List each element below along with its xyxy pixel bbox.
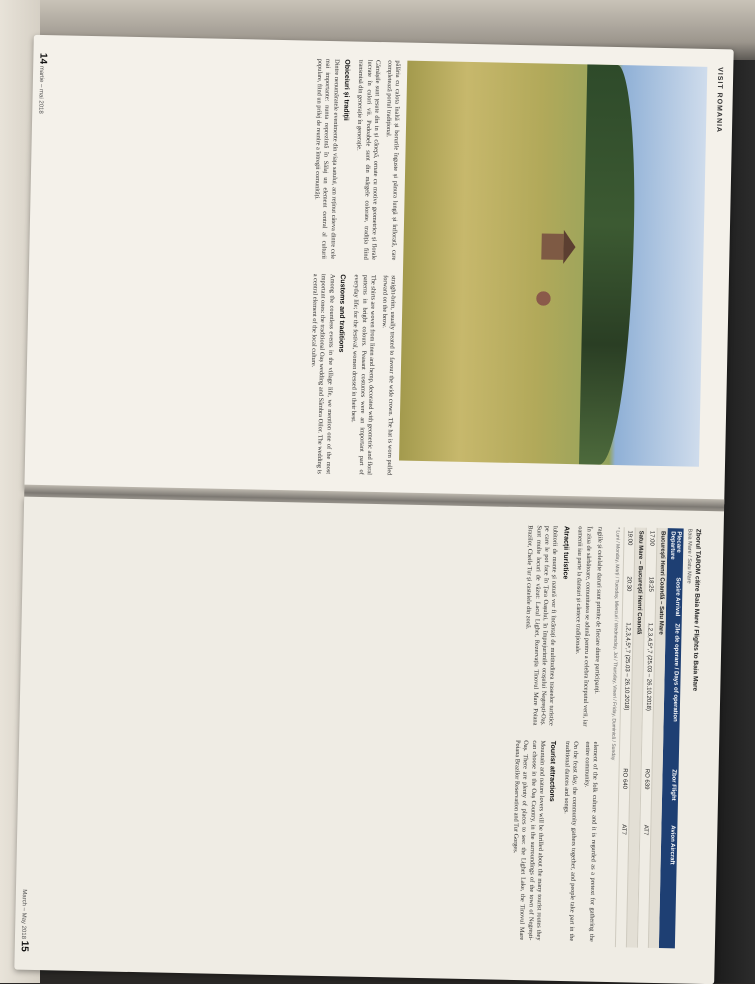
paragraph: The shirts are woven from linen and hemp, decorated with geometric and floral patterns in bright colours. Peasant costumes were an important part of everyday life; for the festival, women dressed in their best. — [350, 274, 378, 475]
wooden-house — [541, 233, 564, 259]
paragraph: ragiile și celelalte daruri sunt primite de fiecare dintre participanți. — [593, 526, 604, 694]
paragraph: straight-brim, usually treated to favour the wide crown. The hat is worn pulled forward on the brow. — [380, 275, 397, 476]
paragraph: Iubitorii de munte și natură vor fi încântați de multitudinea traseelor turistice pe care le pot face în Țara Oașului, în împrejurimile orașului Negrești-Oaș. Sunt multe locuri de văzut: Lacul Lighet, Rezervația Tinovul Mare Poiana Brazilor, Cheile Tur și castelele din zonă. — [524, 525, 560, 726]
magazine-page-left — [24, 35, 733, 505]
article-column-english — [303, 274, 397, 476]
article-columns — [33, 53, 402, 480]
paragraph: Cămășile sunt țesute din in și cânepă, ornate cu motive geometrice și florale lucrate în culori vii. Podoabele sunt din mărgele colorate, tradiția fiind transmisă din generație în generație. — [355, 59, 382, 261]
table-cell: AT7 — [620, 824, 627, 835]
issue-date: martie – mai 2018 — [37, 65, 45, 114]
route-label: București Henri Coandă – Satu Mare — [657, 530, 666, 635]
column-header: Zile de operare / Days of operation — [671, 623, 680, 722]
paragraph: element of the folk culture and it is regarded as a pretext for gathering the entire community. — [582, 741, 600, 942]
article-column-romanian — [308, 59, 402, 261]
paragraph: pălăria cu calota înaltă și borurile înguste și pănura lungă și înflorată, care completează portul tradițional. — [384, 60, 402, 261]
paragraph: Mountain and nature lovers will be thrilled about the many tourist routes they can choose in the Oaș Country, in the surroundings of the town of Negrești-Oaș. There are plenty of places to see: the Lighet Lake, the Tinovul Mare Poiana Brazilor Reservation and Tur Gorges. — [511, 739, 547, 941]
article-column-english — [505, 740, 599, 942]
open-magazine — [14, 35, 733, 984]
haystacks — [534, 283, 553, 313]
table-cell: 17:00 — [648, 530, 655, 546]
table-cell: RO 639 — [643, 768, 650, 790]
table-cell: 1,2,3,4,5*,7 (25.03 – 26.10.2018) — [622, 622, 631, 711]
column-header: Avion Aircraft — [668, 825, 676, 865]
running-head: VISIT ROMANIA — [714, 67, 724, 134]
section-heading: Customs and traditions — [337, 274, 346, 353]
landscape-photo — [399, 61, 707, 467]
article-column-romanian — [518, 525, 603, 727]
table-cell: 18:25 — [647, 576, 654, 592]
table-cell: 1,2,3,4,5*,7 (25.03 – 26.10.2018) — [644, 622, 653, 711]
issue-date: March – May 2018 — [19, 889, 27, 940]
table-cell: 19:00 — [626, 530, 633, 546]
table-caption: Zborul TAROM către Baia Mare / Flights to Baia Mare — [691, 528, 702, 692]
magazine-page-right — [14, 497, 724, 984]
column-header: Plecare Departure — [669, 531, 682, 560]
column-header: Sosire Arrival — [673, 577, 681, 617]
page-number: 15 — [18, 940, 30, 952]
paragraph: Dintre nenumăratele evenimente din viața satului, am reținut câteva dintre cele mai importante: nunta reprezintă în Sălaj un element central al culturii populare, fiind un prilej de reunire a întregii comunități. — [313, 58, 340, 260]
paragraph: În ziua de sărbătoare, comunitatea se adună pentru a celebra începutul verii, iar oamenii iau parte la dansuri și cântece tradiționale. — [574, 526, 593, 727]
section-heading: Obiceiuri și tradiții — [342, 59, 351, 121]
page-folio — [36, 53, 48, 114]
table-cell: AT7 — [642, 824, 649, 836]
section-heading: Atracții turistice — [561, 525, 570, 580]
table-footnote: * Luni / Monday, Marți / Tuesday, Miercuri / Wednesday, Joi / Thursday, Vineri / Friday, Duminică / Sunday — [609, 527, 621, 761]
paragraph: On the feast day, the community gathers together, and people take part in the traditional dances and songs. — [562, 741, 580, 942]
table-cell: RO 640 — [621, 768, 628, 790]
table-subtitle: Baia Mare / Satu Mare — [685, 528, 693, 584]
route-label: Satu Mare – București Henri Coandă — [635, 530, 644, 635]
flight-schedule-table — [606, 527, 702, 949]
paragraph: Among the countless events in the village life, we mention one of the most important ones: the traditional Oaș wedding and Sâmbra Oilor. The wedding is a central element of the local culture. — [309, 273, 336, 475]
page-number: 14 — [37, 52, 49, 65]
forest-treeline — [579, 64, 637, 465]
section-heading: Tourist attractions — [548, 740, 557, 802]
table-cell: 20:30 — [625, 576, 632, 592]
article-columns — [235, 519, 604, 946]
column-header: Zbor Flight — [669, 769, 677, 801]
page-folio — [19, 889, 31, 952]
